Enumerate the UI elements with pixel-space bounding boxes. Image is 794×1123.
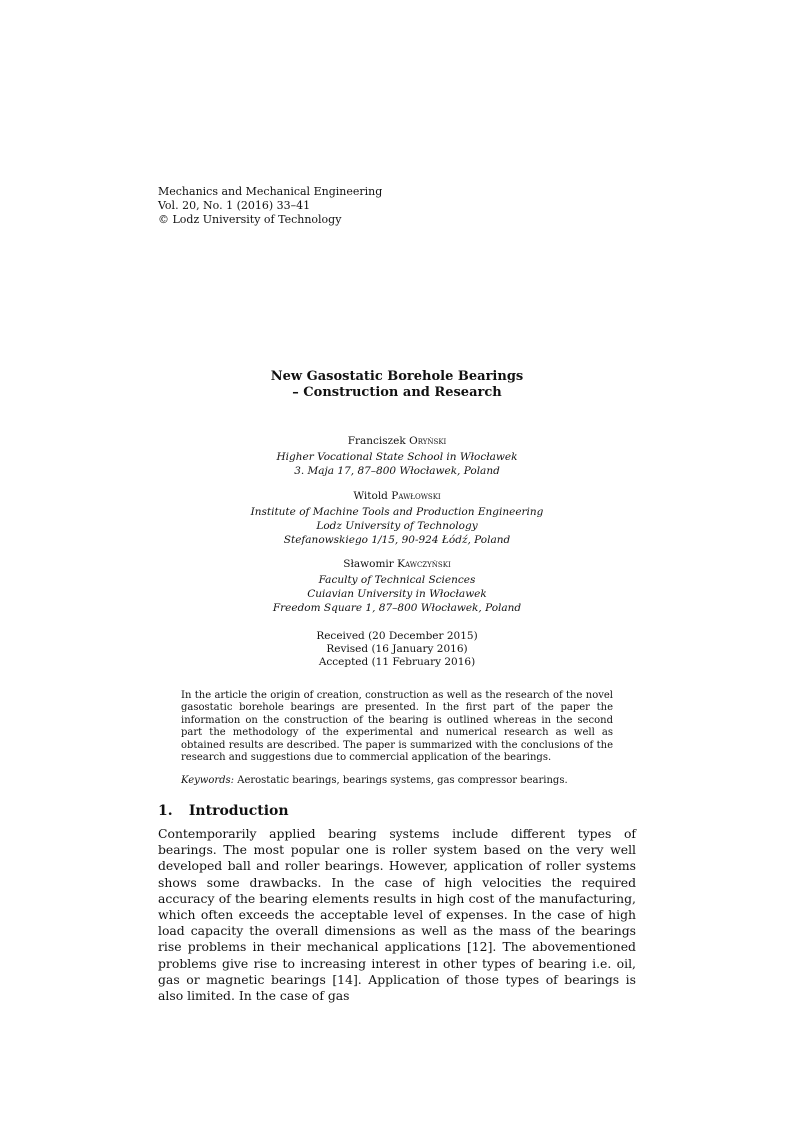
section-heading [158, 803, 289, 819]
journal-copyright: © Lodz University of Technology [158, 213, 342, 226]
author-1-first-name: Franciszek [347, 435, 406, 447]
author-3-name [0, 557, 794, 571]
date-revised: Revised (16 January 2016) [326, 643, 468, 655]
abstract: In the article the origin of creation, construction as well as the research of the novel gasostatic borehole bearings are presented. In the first part of the paper the information on the construction of the bearing is outlined whereas in the second part the methodology of the experimental and numerical research as well as obtained results are described. The paper is summarized with the conclusions of the research and suggestions due to commercial application of the bearings. [181, 690, 613, 764]
author-3-affil-3: Freedom Square 1, 87–800 Włocławek, Poland [272, 602, 522, 614]
journal-header [158, 185, 382, 227]
author-1-name [0, 434, 794, 448]
submission-dates [0, 630, 794, 669]
author-2-affil-2: Lodz University of Technology [316, 520, 478, 532]
author-2-first-name: Witold [353, 490, 388, 502]
date-received: Received (20 December 2015) [316, 630, 478, 642]
section-number: 1. [158, 803, 173, 819]
author-3-affil-1: Faculty of Technical Sciences [318, 574, 476, 586]
journal-volume: Vol. 20, No. 1 (2016) 33–41 [158, 199, 311, 212]
author-2-affil-3: Stefanowskiego 1/15, 90-924 Łódź, Poland [283, 534, 511, 546]
title-line-2: – Construction and Research [292, 385, 502, 400]
author-1 [0, 434, 794, 478]
journal-name: Mechanics and Mechanical Engineering [158, 185, 383, 198]
author-1-affil-2: 3. Maja 17, 87–800 Włocławek, Poland [294, 465, 500, 477]
keywords-label: Keywords: [181, 775, 235, 786]
author-2 [0, 489, 794, 547]
author-2-name [0, 489, 794, 503]
author-3-first-name: Sławomir [343, 558, 394, 570]
paper-title [0, 369, 794, 401]
author-1-last-name: Oryński [409, 435, 447, 447]
date-accepted: Accepted (11 February 2016) [318, 656, 476, 668]
author-1-affil-1: Higher Vocational State School in Włocławek [276, 451, 518, 463]
author-3 [0, 557, 794, 615]
section-title: Introduction [188, 803, 289, 819]
author-2-affil-1: Institute of Machine Tools and Production Engineering [250, 506, 544, 518]
author-3-last-name: Kawczyński [397, 558, 451, 570]
keywords [181, 775, 621, 786]
body-paragraph: Contemporarily applied bearing systems include different types of bearings. The most popular one is roller system based on the very well developed ball and roller bearings. However, application of roller systems shows some drawbacks. In the case of high velocities the required accuracy of the bearing elements results in high cost of the manufacturing, which often exceeds the acceptable level of expenses. In the case of high load capacity the overall dimensions as well as the mass of the bearings rise problems in their mechanical applications [12]. The abovementioned problems give rise to increasing interest in other types of bearing i.e. oil, gas or magnetic bearings [14]. Application of those types of bearings is also limited. In the case of gas [158, 826, 636, 1004]
author-3-affil-2: Cuiavian University in Włocławek [307, 588, 487, 600]
keywords-text: Aerostatic bearings, bearings systems, gas compressor bearings. [237, 775, 568, 786]
author-2-last-name: Pawłowski [391, 490, 441, 502]
title-line-1: New Gasostatic Borehole Bearings [270, 369, 524, 384]
